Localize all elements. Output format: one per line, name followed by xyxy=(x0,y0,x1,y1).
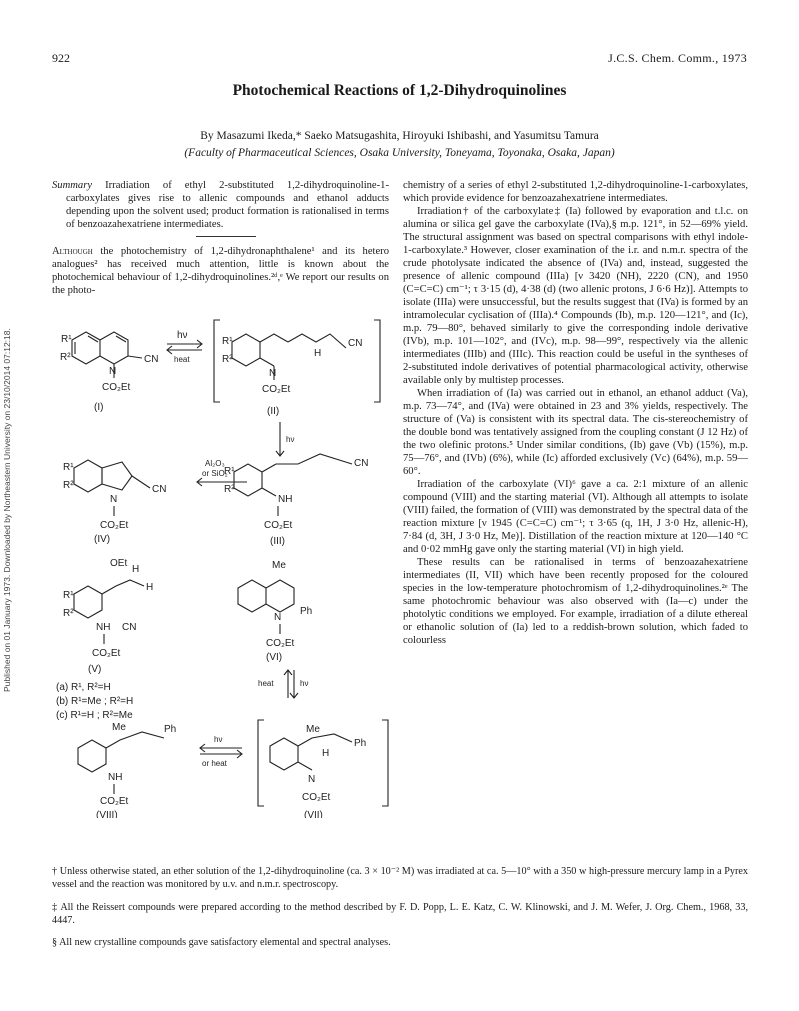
label-VI: (VI) xyxy=(266,652,283,663)
n-atom: N xyxy=(269,368,277,379)
h-atom: H xyxy=(132,564,140,575)
substituent-c: (c) R¹=H ; R²=Me xyxy=(56,710,133,721)
n-atom: N xyxy=(110,494,118,505)
arrow-VI-VII xyxy=(258,670,308,698)
substituent-b: (b) R¹=Me ; R²=H xyxy=(56,696,134,707)
intro xyxy=(52,245,389,297)
me-group: Me xyxy=(272,560,286,571)
cn-group: CN xyxy=(122,622,137,633)
co2et: CO₂Et xyxy=(262,384,291,395)
ph-group: Ph xyxy=(300,606,313,617)
co2et: CO₂Et xyxy=(264,520,293,531)
hv-label: hν xyxy=(214,735,223,744)
intro-lead: Although xyxy=(52,246,93,257)
hv-label: hν xyxy=(177,330,188,341)
oet-group: OEt xyxy=(110,558,128,569)
label-V: (V) xyxy=(88,664,102,675)
compound-VI xyxy=(238,560,312,663)
arrow-III-IV xyxy=(197,459,247,486)
sio2-label: or SiO₂ xyxy=(202,469,228,478)
footnote-1: † Unless otherwise stated, an ether solution of the 1,2-dihydroquinoline (ca. 3 × 10⁻² M) was irradiated at ca. 5—10° with a 350 w high-pressure mercury lamp in a Pyrex vessel and the reaction was monitored by u.v. and n.m.r. spectroscopy. xyxy=(52,866,748,890)
summary-divider xyxy=(196,236,256,237)
article-authors: By Masazumi Ikeda,* Saeko Matsugashita, Hiroyuki Ishibashi, and Yasumitsu Tamura xyxy=(200,130,599,142)
label-I: (I) xyxy=(94,402,104,413)
paragraph-3: When irradiation of (Ia) was carried out in ethanol, an ethanol adduct (Va), m.p. 73—74°, and (IVa) were obtained in 23 and 3% yields, respectively. The structure of (Va) is consistent with its spectral data. The cis-stereochemistry of the double bond was tentatively assigned from the coupling constant (J 12 Hz) of the two olefinic protons.⁵ Under similar conditions, (Ib) gave (Vb) (15%), m.p. 75—76°, and (IVb) (6%), while (Ic) afforded exclusively (Vc) (64%), m.p. 59—60°. xyxy=(403,388,748,477)
left-column xyxy=(52,179,389,231)
reaction-scheme xyxy=(52,318,392,818)
r2: R² xyxy=(63,608,74,619)
substituent-legend xyxy=(56,682,133,721)
compound-IV xyxy=(63,460,166,545)
h-atom: H xyxy=(322,748,330,759)
scheme-svg xyxy=(52,318,392,818)
page-number: 922 xyxy=(52,51,70,65)
cn-group: CN xyxy=(152,484,167,495)
label-IV: (IV) xyxy=(94,534,111,545)
ph-group: Ph xyxy=(164,724,177,735)
arrow-VII-VIII xyxy=(200,735,242,768)
n-atom: N xyxy=(274,612,282,623)
n-atom: N xyxy=(308,774,316,785)
label-II: (II) xyxy=(267,406,280,417)
co2et: CO₂Et xyxy=(92,648,121,659)
me-group: Me xyxy=(306,724,320,735)
article-affiliation: (Faculty of Pharmaceutical Sciences, Osaka University, Toneyama, Toyonaka, Osaka, Japan) xyxy=(184,147,615,159)
summary xyxy=(52,179,389,231)
hv-label: hν xyxy=(286,435,295,444)
arrow-I-II xyxy=(167,330,202,364)
hv-label: hν xyxy=(300,679,309,688)
ph-group: Ph xyxy=(354,738,367,749)
summary-label: Summary xyxy=(52,180,93,191)
r1: R¹ xyxy=(224,466,235,477)
r2: R² xyxy=(224,484,235,495)
download-stamp: Published on 01 January 1973. Downloaded by Northeastern University on 23/10/2014 07:12:18. xyxy=(2,328,12,692)
r2: R² xyxy=(222,354,233,365)
label-III: (III) xyxy=(270,536,285,547)
intro-text: the photochemistry of 1,2-dihydronaphthalene¹ and its hetero analogues² has received much attention, little is known about the photochemical behaviour of 1,2-dihydroquinolines.²ᵈ,ᵉ We report our results on the photo- xyxy=(52,246,389,296)
h-atom: H xyxy=(314,348,322,359)
cn-group: CN xyxy=(144,354,159,365)
r2: R² xyxy=(63,480,74,491)
nh-group: NH xyxy=(108,772,123,783)
nh-group: NH xyxy=(278,494,293,505)
co2et: CO₂Et xyxy=(266,638,295,649)
n-atom: N xyxy=(109,366,117,377)
r1: R¹ xyxy=(63,462,74,473)
al2o3-label: Al₂O₃ xyxy=(205,459,225,468)
or-heat-label: or heat xyxy=(202,759,227,768)
paragraph-5: These results can be rationalised in terms of benzoazahexatriene intermediates (II, VII) which have been recently proposed for the coloured species in the low-temperature photochromism of 1,2-dihydroquinolines.²ᵉ The same photochromic behaviour was also observed with (Ia—c) under the photolytic conditions we employed. For example, irradiation of a dilute ethereal or ethanolic solution of (Ia) led to a reddish-brown solution, which faded to colourless xyxy=(403,557,748,646)
label-VIII: (VIII) xyxy=(96,810,118,818)
heat-label: heat xyxy=(258,679,274,688)
nh-group: NH xyxy=(96,622,111,633)
footnote-2: ‡ All the Reissert compounds were prepared according to the method described by F. D. Popp, L. E. Katz, C. W. Klinowski, and J. M. Wefer, J. Org. Chem., 1968, 33, 4447. xyxy=(52,902,748,926)
co2et: CO₂Et xyxy=(100,796,129,807)
co2et: CO₂Et xyxy=(302,792,331,803)
compound-VIII xyxy=(78,722,176,818)
arrow-II-III xyxy=(276,422,294,456)
r1: R¹ xyxy=(61,334,72,345)
compound-VII xyxy=(258,720,388,818)
r1: R¹ xyxy=(222,336,233,347)
cn-group: CN xyxy=(348,338,363,349)
compound-I xyxy=(60,332,158,413)
r2: R² xyxy=(60,352,71,363)
label-VII: (VII) xyxy=(304,810,323,818)
right-column xyxy=(403,179,748,647)
me-group: Me xyxy=(112,722,126,733)
cn-group: CN xyxy=(354,458,369,469)
footnote-3: § All new crystalline compounds gave satisfactory elemental and spectral analyses. xyxy=(52,937,391,948)
journal-header: J.C.S. Chem. Comm., 1973 xyxy=(608,51,747,65)
heat-label: heat xyxy=(174,355,190,364)
substituent-a: (a) R¹, R²=H xyxy=(56,682,111,693)
co2et: CO₂Et xyxy=(102,382,131,393)
compound-V xyxy=(63,558,153,675)
paragraph-2: Irradiation† of the carboxylate‡ (Ia) followed by evaporation and t.l.c. on alumina or silica gel gave the carboxylate (IVa),§ m.p. 121°, in 52—69% yield. The structural assignment was based on spectral comparisons with ethyl indole-1-carboxylate.³ However, closer examination of the i.r. and n.m.r. spectra of the crude photolysate indicated the absence of (IVa) and, instead, suggested the presence of allenic compound (IIIa) [ν 3420 (NH), 2220 (CN), and 1950 (C=C=C) cm⁻¹; τ 3·15 (d), 4·38 (d) (two allenic protons, J 6·6 Hz)]. Attempts to isolate (IIIa) were unsuccessful, but the results suggest that (IVa) is formed by an intramolecular cyclisation of (IIIa).⁴ Compounds (Ib), m.p. 120—121°, and (Ic), m.p. 79—80°, behaved similarly to give the corresponding indole derivative (IVb), m.p. 101—102°, and (IVc), m.p. 98—99°, respectively via the allenic intermediates (IIIb) and (IIIc). This reaction could be useful in the syntheses of 2-substituted indole derivatives of potential pharmacological activity, otherwise available only by multistep processes. xyxy=(403,206,748,386)
h-atom: H xyxy=(146,582,154,593)
paragraph-4: Irradiation of the carboxylate (VI)⁶ gave a ca. 2:1 mixture of an allenic compound (VIII) and the starting material (VI). Although all attempts to isolate (VIII) failed, the formation of (VIII) was demonstrated by the spectral data of the reaction mixture [ν 1945 (C=C=C) cm⁻¹; τ 3·65 (q, 1H, J 3·0 Hz, allenic-H), 7·84 (d, 3H, J 3·0 Hz, Me)]. Distillation of the reaction mixture at 120—140 °C and 0·02 mmHg gave only the starting material (VI) in high yield. xyxy=(403,479,748,555)
compound-III xyxy=(224,454,368,547)
summary-text: Irradiation of ethyl 2-substituted 1,2-dihydroquinoline-1-carboxylates gives rise to allenic compounds and ethanol adducts depending upon the solvent used; product formation is rationalised in terms of benzoazahexatriene intermediates. xyxy=(66,180,389,230)
article-title: Photochemical Reactions of 1,2-Dihydroquinolines xyxy=(232,82,567,99)
paragraph-1: chemistry of a series of ethyl 2-substituted 1,2-dihydroquinoline-1-carboxylates, which provide evidence for benzoazahexatriene intermediates. xyxy=(403,180,748,204)
compound-II xyxy=(214,320,380,417)
co2et: CO₂Et xyxy=(100,520,129,531)
r1: R¹ xyxy=(63,590,74,601)
